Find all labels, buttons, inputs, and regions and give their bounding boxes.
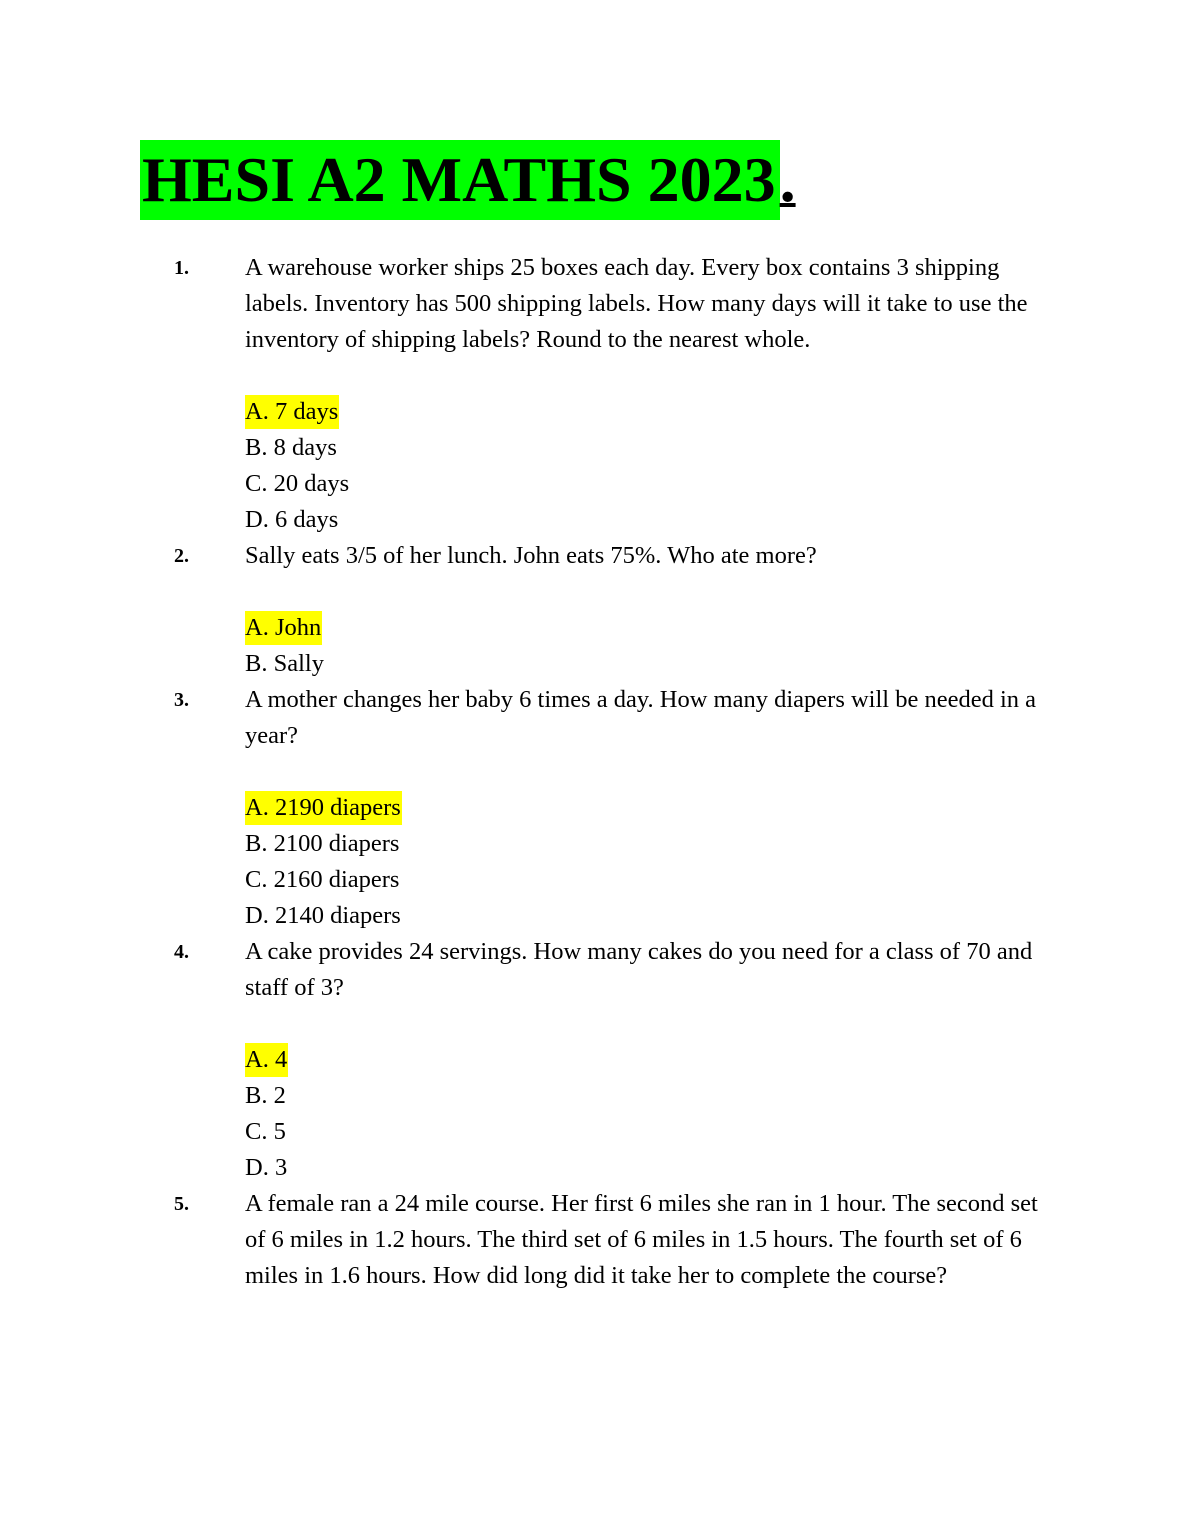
answer-option-label: B. 8 days — [245, 434, 337, 461]
question-text: A cake provides 24 servings. How many cakes do you need for a class of 70 and staff of 3? — [245, 938, 1033, 1001]
answer-option — [245, 1150, 1190, 1186]
correct-answer-highlight: A. 2190 diapers — [245, 791, 402, 825]
question-text: A female ran a 24 mile course. Her first 6 miles she ran in 1 hour. The second set of 6 miles in 1.2 hours. The third set of 6 miles in 1.5 hours. The fourth set of 6 miles in 1.6 hours. How did long did it take her to complete the course? — [245, 1190, 1038, 1289]
title-block — [140, 140, 796, 220]
question-text: A warehouse worker ships 25 boxes each day. Every box contains 3 shipping labels. Inventory has 500 shipping labels. How many days will it take to use the inventory of shipping labels? Round to the nearest whole. — [245, 254, 1028, 353]
question-4 — [0, 934, 1190, 1186]
correct-answer-highlight: A. John — [245, 611, 322, 645]
answer-option — [245, 394, 1190, 430]
answer-option-label: C. 5 — [245, 1118, 286, 1145]
question-text: Sally eats 3/5 of her lunch. John eats 75%. Who ate more? — [245, 542, 817, 569]
question-5 — [0, 1186, 1190, 1294]
answer-option — [245, 790, 1190, 826]
answer-option — [245, 898, 1190, 934]
answer-option — [245, 862, 1190, 898]
page-title: HESI A2 MATHS 2023 — [140, 140, 780, 220]
correct-answer-highlight: A. 4 — [245, 1043, 288, 1077]
answer-option — [245, 466, 1190, 502]
answer-option-label: B. 2100 diapers — [245, 830, 400, 857]
answer-option — [245, 1078, 1190, 1114]
answer-option-label: D. 6 days — [245, 506, 339, 533]
answer-option — [245, 1042, 1190, 1078]
question-number: 2. — [174, 545, 189, 567]
question-3 — [0, 682, 1190, 934]
question-number: 3. — [174, 689, 189, 711]
answer-option-label: B. 2 — [245, 1082, 286, 1109]
answer-option — [245, 646, 1190, 682]
answer-option-label: C. 2160 diapers — [245, 866, 400, 893]
correct-answer-highlight: A. 7 days — [245, 395, 339, 429]
answer-option — [245, 430, 1190, 466]
question-list — [0, 250, 1190, 1294]
answer-option — [245, 1114, 1190, 1150]
question-number: 1. — [174, 257, 189, 279]
answer-option — [245, 610, 1190, 646]
answer-option-label: D. 3 — [245, 1154, 288, 1181]
answer-option-label: C. 20 days — [245, 470, 350, 497]
question-number: 5. — [174, 1193, 189, 1215]
question-text: A mother changes her baby 6 times a day. How many diapers will be needed in a year? — [245, 686, 1037, 749]
answer-option-label: D. 2140 diapers — [245, 902, 401, 929]
answer-option — [245, 502, 1190, 538]
question-2 — [0, 538, 1190, 682]
question-1 — [0, 250, 1190, 538]
question-number: 4. — [174, 941, 189, 963]
answer-option — [245, 826, 1190, 862]
answer-option-label: B. Sally — [245, 650, 324, 677]
title-period: . — [779, 144, 796, 215]
